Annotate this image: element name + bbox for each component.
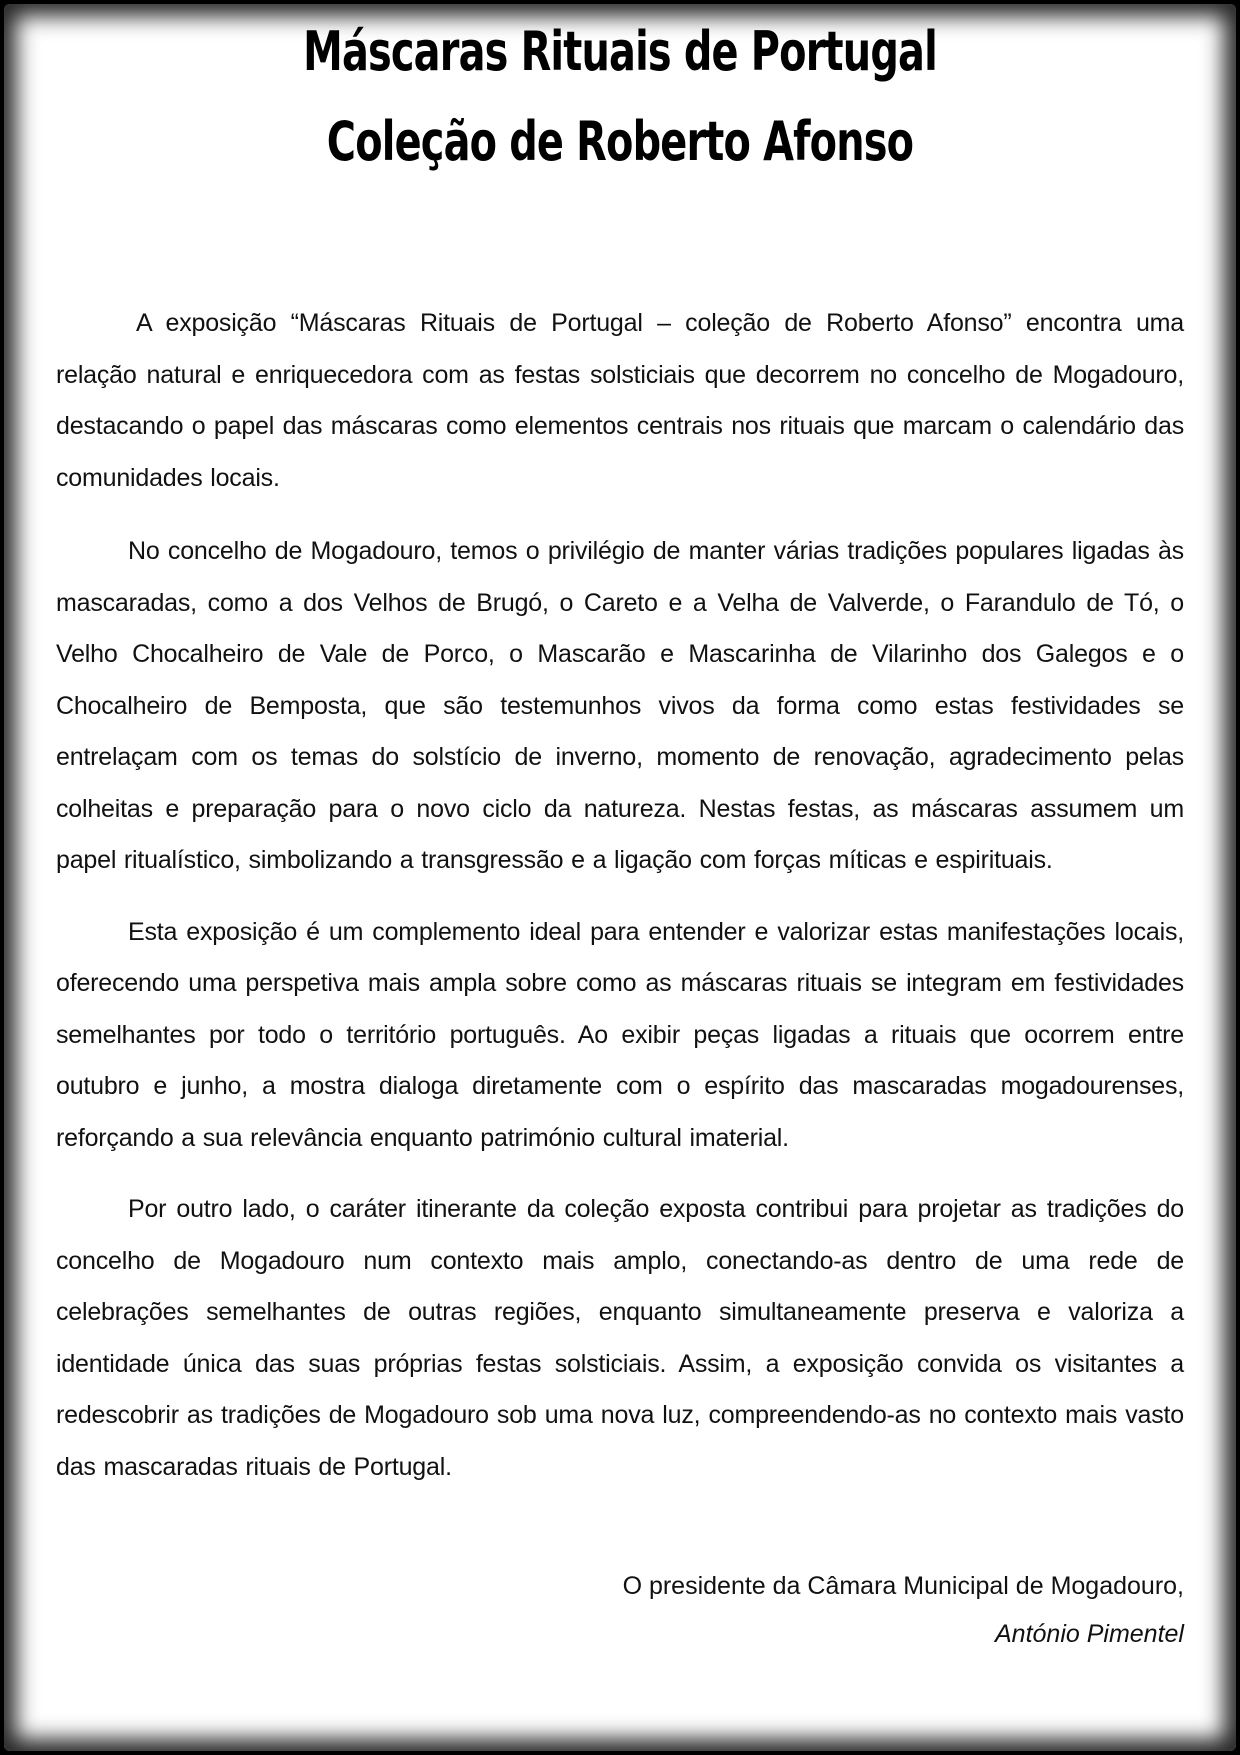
paragraph-3: Esta exposição é um complemento ideal para entender e valorizar estas manifestações locais, oferecendo uma perspetiva mais ampla sobre como as máscaras rituais se integram em festividades semelhantes por todo o território português. Ao exibir peças ligadas a rituais que ocorrem entre outubro e junho, a mostra dialoga diretamente com o espírito das mascaradas mogadourenses, reforçando a sua relevância enquanto património cultural imaterial. [56, 917, 1184, 1152]
paragraph-2: No concelho de Mogadouro, temos o privilégio de manter várias tradições populares ligadas às mascaradas, como a dos Velhos de Brugó, o Careto e a Velha de Valverde, o Farandulo de Tó, o Velho Chocalheiro de Vale de Porco, o Mascarão e Mascarinha de Vilarinho dos Galegos e o Chocalheiro de Bemposta, que são testemunhos vivos da forma como estas festividades se entrelaçam com os temas do solstício de inverno, momento de renovação, agradecimento pelas colheitas e preparação para o novo ciclo da natureza. Nestas festas, as máscaras assumem um papel ritualístico, simbolizando a transgressão e a ligação com forças míticas e espirituais. [56, 537, 1184, 874]
document-title: Máscaras Rituais de Portugal [303, 20, 937, 83]
document-body [56, 298, 1184, 1513]
signature-name: António Pimentel [994, 1620, 1184, 1648]
paragraph-1: A exposição “Máscaras Rituais de Portugal – coleção de Roberto Afonso” encontra uma relação natural e enriquecedora com as festas solsticiais que decorrem no concelho de Mogadouro, destacando o papel das máscaras como elementos centrais nos rituais que marcam o calendário das comunidades locais. [56, 309, 1184, 492]
signature-role: O presidente da Câmara Municipal de Mogadouro, [622, 1572, 1184, 1600]
document-subtitle: Coleção de Roberto Afonso [326, 110, 914, 173]
paragraph-4: Por outro lado, o caráter itinerante da coleção exposta contribui para projetar as tradições do concelho de Mogadouro num contexto mais amplo, conectando-as dentro de uma rede de celebrações semelhantes de outras regiões, enquanto simultaneamente preserva e valoriza a identidade única das suas próprias festas solsticiais. Assim, a exposição convida os visitantes a redescobrir as tradições de Mogadouro sob uma nova luz, compreendendo-as no contexto mais vasto das mascaradas rituais de Portugal. [56, 1195, 1184, 1481]
